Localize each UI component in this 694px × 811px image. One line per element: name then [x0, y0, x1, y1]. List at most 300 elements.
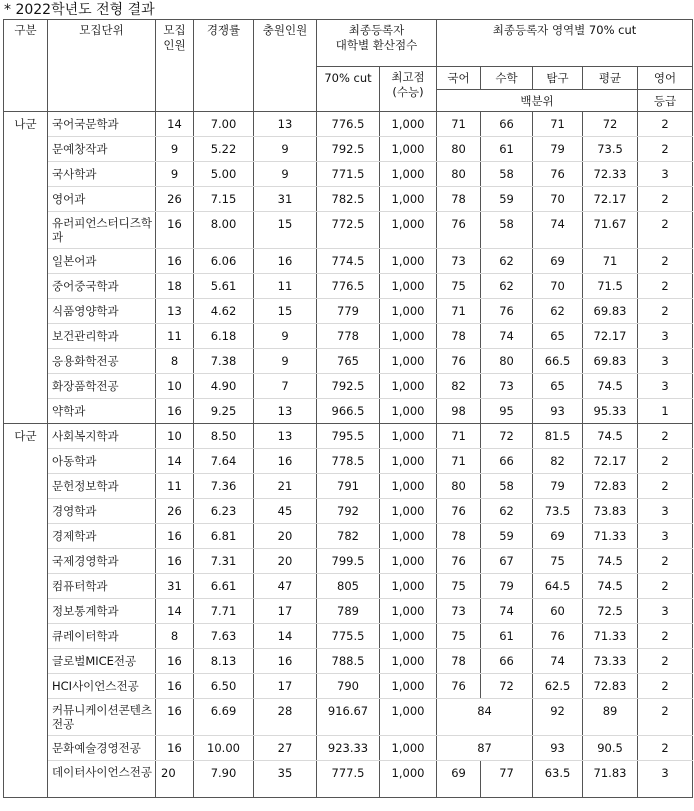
dept-cell: 국제경영학과: [48, 549, 156, 574]
dept-cell: 경영학과: [48, 499, 156, 524]
filled-cell: 13: [254, 424, 317, 449]
table-row: [4, 574, 693, 599]
max-score-cell: 1,000: [380, 274, 437, 299]
header-max-text: 최고점 (수능): [391, 70, 425, 99]
cut70-cell: 765: [317, 349, 380, 374]
max-score-cell: 1,000: [380, 674, 437, 699]
competition-cell: 9.25: [194, 399, 254, 424]
header-recruit: [156, 20, 194, 112]
korean-cell: 71: [437, 299, 481, 324]
cut70-cell: 776.5: [317, 274, 380, 299]
math-cell: 72: [481, 674, 533, 699]
english-cell: 3: [638, 324, 693, 349]
filled-cell: 13: [254, 399, 317, 424]
competition-cell: 6.23: [194, 499, 254, 524]
header-english: 영어: [638, 67, 693, 90]
cut70-cell: 788.5: [317, 649, 380, 674]
cut70-cell: 776.5: [317, 112, 380, 137]
max-score-cell: 1,000: [380, 699, 437, 736]
cut70-cell: 790: [317, 674, 380, 699]
average-cell: 73.83: [583, 499, 638, 524]
filled-cell: 7: [254, 374, 317, 399]
filled-cell: 14: [254, 624, 317, 649]
korean-cell: 71: [437, 424, 481, 449]
cut70-cell: 771.5: [317, 162, 380, 187]
cut70-cell: 805: [317, 574, 380, 599]
max-score-cell: 1,000: [380, 761, 437, 798]
math-cell: 66: [481, 112, 533, 137]
inquiry-cell: 81.5: [533, 424, 583, 449]
header-category: 구분: [4, 20, 48, 112]
inquiry-cell: 71: [533, 112, 583, 137]
filled-cell: 11: [254, 274, 317, 299]
header-recruit-text: 모집 인원: [163, 23, 186, 52]
recruit-cell: 16: [156, 524, 194, 549]
table-row: [4, 449, 693, 474]
competition-cell: 8.50: [194, 424, 254, 449]
max-score-cell: 1,000: [380, 137, 437, 162]
recruit-cell: 16: [156, 674, 194, 699]
recruit-cell: 8: [156, 624, 194, 649]
inquiry-cell: 65: [533, 374, 583, 399]
max-score-cell: 1,000: [380, 249, 437, 274]
kor-math-merged-cell: 84: [437, 699, 533, 736]
competition-cell: 6.69: [194, 699, 254, 736]
kor-math-merged-cell: 87: [437, 736, 533, 761]
max-score-cell: 1,000: [380, 449, 437, 474]
filled-cell: 16: [254, 249, 317, 274]
recruit-cell: 16: [156, 212, 194, 249]
cut70-cell: 792: [317, 499, 380, 524]
table-row: [4, 761, 693, 798]
average-cell: 72.17: [583, 449, 638, 474]
header-percentile: 백분위: [437, 90, 638, 112]
english-cell: 2: [638, 249, 693, 274]
math-cell: 67: [481, 549, 533, 574]
header-math: 수학: [481, 67, 533, 90]
recruit-cell: 18: [156, 274, 194, 299]
dept-cell: 경제학과: [48, 524, 156, 549]
filled-cell: 13: [254, 112, 317, 137]
table-row: [4, 674, 693, 699]
max-score-cell: 1,000: [380, 162, 437, 187]
inquiry-cell: 79: [533, 474, 583, 499]
recruit-cell: 14: [156, 449, 194, 474]
dept-cell: 데이터사이언스전공: [48, 761, 156, 798]
english-cell: 2: [638, 274, 693, 299]
competition-cell: 7.63: [194, 624, 254, 649]
recruit-cell: 26: [156, 187, 194, 212]
math-cell: 66: [481, 649, 533, 674]
max-score-cell: 1,000: [380, 399, 437, 424]
korean-cell: 75: [437, 624, 481, 649]
table-row: [4, 649, 693, 674]
competition-cell: 7.36: [194, 474, 254, 499]
math-cell: 80: [481, 349, 533, 374]
competition-cell: 7.15: [194, 187, 254, 212]
table-row: [4, 499, 693, 524]
header-final-group-text: 최종등록자 대학별 환산점수: [335, 23, 418, 52]
max-score-cell: 1,000: [380, 574, 437, 599]
recruit-cell: 11: [156, 324, 194, 349]
dept-cell: 아동학과: [48, 449, 156, 474]
english-cell: 2: [638, 212, 693, 249]
average-cell: 74.5: [583, 374, 638, 399]
filled-cell: 9: [254, 349, 317, 374]
competition-cell: 8.13: [194, 649, 254, 674]
korean-cell: 73: [437, 249, 481, 274]
english-cell: 2: [638, 674, 693, 699]
english-cell: 2: [638, 449, 693, 474]
average-cell: 74.5: [583, 574, 638, 599]
average-cell: 72.17: [583, 187, 638, 212]
average-cell: 90.5: [583, 736, 638, 761]
inquiry-cell: 82: [533, 449, 583, 474]
average-cell: 71.5: [583, 274, 638, 299]
filled-cell: 9: [254, 162, 317, 187]
header-grade: 등급: [638, 90, 693, 112]
recruit-cell: 10: [156, 424, 194, 449]
inquiry-cell: 62.5: [533, 674, 583, 699]
header-competition: 경쟁률: [194, 20, 254, 112]
competition-cell: 6.61: [194, 574, 254, 599]
filled-cell: 20: [254, 524, 317, 549]
cut70-cell: 775.5: [317, 624, 380, 649]
inquiry-cell: 65: [533, 324, 583, 349]
inquiry-cell: 93: [533, 736, 583, 761]
table-row: [4, 212, 693, 249]
table-row: [4, 112, 693, 137]
inquiry-cell: 70: [533, 187, 583, 212]
korean-cell: 76: [437, 349, 481, 374]
dept-cell: 국사학과: [48, 162, 156, 187]
math-cell: 62: [481, 249, 533, 274]
english-cell: 3: [638, 349, 693, 374]
recruit-cell: 16: [156, 649, 194, 674]
filled-cell: 45: [254, 499, 317, 524]
table-row: [4, 324, 693, 349]
average-cell: 71.67: [583, 212, 638, 249]
competition-cell: 10.00: [194, 736, 254, 761]
average-cell: 73.5: [583, 137, 638, 162]
math-cell: 66: [481, 449, 533, 474]
korean-cell: 80: [437, 137, 481, 162]
korean-cell: 71: [437, 449, 481, 474]
english-cell: 2: [638, 424, 693, 449]
recruit-cell: 16: [156, 699, 194, 736]
max-score-cell: 1,000: [380, 299, 437, 324]
competition-cell: 6.50: [194, 674, 254, 699]
competition-cell: 7.71: [194, 599, 254, 624]
korean-cell: 78: [437, 324, 481, 349]
header-average: 평균: [583, 67, 638, 90]
filled-cell: 21: [254, 474, 317, 499]
max-score-cell: 1,000: [380, 499, 437, 524]
average-cell: 72.33: [583, 162, 638, 187]
page-title: * 2022학년도 전형 결과: [4, 2, 155, 18]
english-cell: 2: [638, 112, 693, 137]
math-cell: 79: [481, 574, 533, 599]
korean-cell: 76: [437, 499, 481, 524]
max-score-cell: 1,000: [380, 474, 437, 499]
math-cell: 59: [481, 187, 533, 212]
competition-cell: 7.31: [194, 549, 254, 574]
filled-cell: 15: [254, 299, 317, 324]
english-cell: 2: [638, 574, 693, 599]
dept-cell: 문예창작과: [48, 137, 156, 162]
filled-cell: 17: [254, 599, 317, 624]
korean-cell: 80: [437, 474, 481, 499]
filled-cell: 20: [254, 549, 317, 574]
english-cell: 2: [638, 187, 693, 212]
filled-cell: 31: [254, 187, 317, 212]
inquiry-cell: 74: [533, 649, 583, 674]
dept-cell: 일본어과: [48, 249, 156, 274]
recruit-cell: 8: [156, 349, 194, 374]
recruit-cell: 16: [156, 249, 194, 274]
average-cell: 71.33: [583, 624, 638, 649]
recruit-cell: 11: [156, 474, 194, 499]
filled-cell: 9: [254, 137, 317, 162]
cut70-cell: 772.5: [317, 212, 380, 249]
inquiry-cell: 76: [533, 624, 583, 649]
dept-cell: 약학과: [48, 399, 156, 424]
math-cell: 58: [481, 212, 533, 249]
average-cell: 69.83: [583, 299, 638, 324]
cut70-cell: 782.5: [317, 187, 380, 212]
average-cell: 95.33: [583, 399, 638, 424]
korean-cell: 78: [437, 187, 481, 212]
math-cell: 61: [481, 624, 533, 649]
english-cell: 3: [638, 374, 693, 399]
korean-cell: 78: [437, 524, 481, 549]
inquiry-cell: 92: [533, 699, 583, 736]
inquiry-cell: 64.5: [533, 574, 583, 599]
english-cell: 3: [638, 599, 693, 624]
english-cell: 3: [638, 524, 693, 549]
table-row: [4, 399, 693, 424]
math-cell: 74: [481, 324, 533, 349]
admission-results-table: [3, 19, 693, 798]
filled-cell: 15: [254, 212, 317, 249]
recruit-cell: 9: [156, 137, 194, 162]
header-unit: 모집단위: [48, 20, 156, 112]
table-row: [4, 524, 693, 549]
filled-cell: 28: [254, 699, 317, 736]
math-cell: 95: [481, 399, 533, 424]
average-cell: 71: [583, 249, 638, 274]
filled-cell: 16: [254, 449, 317, 474]
inquiry-cell: 63.5: [533, 761, 583, 798]
cut70-cell: 779: [317, 299, 380, 324]
table-row: [4, 424, 693, 449]
filled-cell: 27: [254, 736, 317, 761]
header-max: [380, 67, 437, 112]
dept-cell: 커뮤니케이션콘텐츠전공: [48, 699, 156, 736]
table-body: [4, 112, 693, 798]
math-cell: 59: [481, 524, 533, 549]
header-area-group: 최종등록자 영역별 70% cut: [437, 20, 693, 67]
korean-cell: 76: [437, 212, 481, 249]
korean-cell: 75: [437, 274, 481, 299]
average-cell: 89: [583, 699, 638, 736]
competition-cell: 5.00: [194, 162, 254, 187]
korean-cell: 78: [437, 649, 481, 674]
dept-cell: 영어과: [48, 187, 156, 212]
table-row: [4, 299, 693, 324]
cut70-cell: 791: [317, 474, 380, 499]
recruit-cell: 10: [156, 374, 194, 399]
inquiry-cell: 60: [533, 599, 583, 624]
table-row: [4, 374, 693, 399]
recruit-cell: 9: [156, 162, 194, 187]
inquiry-cell: 79: [533, 137, 583, 162]
average-cell: 72: [583, 112, 638, 137]
math-cell: 76: [481, 299, 533, 324]
dept-cell: 문화예술경영전공: [48, 736, 156, 761]
english-cell: 2: [638, 649, 693, 674]
table-row: [4, 699, 693, 736]
competition-cell: 7.90: [194, 761, 254, 798]
inquiry-cell: 66.5: [533, 349, 583, 374]
table-row: [4, 249, 693, 274]
english-cell: 2: [638, 137, 693, 162]
table-row: [4, 599, 693, 624]
recruit-cell: 14: [156, 112, 194, 137]
competition-cell: 6.18: [194, 324, 254, 349]
korean-cell: 75: [437, 574, 481, 599]
inquiry-cell: 74: [533, 212, 583, 249]
cut70-cell: 966.5: [317, 399, 380, 424]
inquiry-cell: 62: [533, 299, 583, 324]
group-label: 나군: [4, 112, 48, 424]
inquiry-cell: 75: [533, 549, 583, 574]
dept-cell: 사회복지학과: [48, 424, 156, 449]
competition-cell: 6.06: [194, 249, 254, 274]
korean-cell: 69: [437, 761, 481, 798]
average-cell: 69.83: [583, 349, 638, 374]
math-cell: 62: [481, 499, 533, 524]
average-cell: 74.5: [583, 424, 638, 449]
table-row: [4, 274, 693, 299]
table-row: [4, 137, 693, 162]
recruit-cell: 20: [156, 761, 194, 798]
english-cell: 2: [638, 699, 693, 736]
inquiry-cell: 76: [533, 162, 583, 187]
dept-cell: 정보통계학과: [48, 599, 156, 624]
max-score-cell: 1,000: [380, 624, 437, 649]
recruit-cell: 16: [156, 549, 194, 574]
competition-cell: 4.90: [194, 374, 254, 399]
average-cell: 71.33: [583, 524, 638, 549]
filled-cell: 9: [254, 324, 317, 349]
dept-cell: 국어국문학과: [48, 112, 156, 137]
math-cell: 58: [481, 162, 533, 187]
math-cell: 61: [481, 137, 533, 162]
max-score-cell: 1,000: [380, 324, 437, 349]
competition-cell: 4.62: [194, 299, 254, 324]
korean-cell: 73: [437, 599, 481, 624]
table-row: [4, 187, 693, 212]
dept-cell: 화장품학전공: [48, 374, 156, 399]
cut70-cell: 778: [317, 324, 380, 349]
max-score-cell: 1,000: [380, 736, 437, 761]
math-cell: 74: [481, 599, 533, 624]
inquiry-cell: 69: [533, 524, 583, 549]
korean-cell: 98: [437, 399, 481, 424]
cut70-cell: 782: [317, 524, 380, 549]
math-cell: 62: [481, 274, 533, 299]
header-inquiry: 탐구: [533, 67, 583, 90]
inquiry-cell: 70: [533, 274, 583, 299]
competition-cell: 6.81: [194, 524, 254, 549]
english-cell: 2: [638, 299, 693, 324]
table-row: [4, 474, 693, 499]
korean-cell: 76: [437, 674, 481, 699]
inquiry-cell: 69: [533, 249, 583, 274]
average-cell: 74.5: [583, 549, 638, 574]
dept-cell: 응용화학전공: [48, 349, 156, 374]
table-row: [4, 736, 693, 761]
recruit-cell: 16: [156, 736, 194, 761]
recruit-cell: 31: [156, 574, 194, 599]
max-score-cell: 1,000: [380, 112, 437, 137]
average-cell: 72.83: [583, 674, 638, 699]
table-row: [4, 549, 693, 574]
average-cell: 72.83: [583, 474, 638, 499]
korean-cell: 71: [437, 112, 481, 137]
max-score-cell: 1,000: [380, 374, 437, 399]
header-cut70: 70% cut: [317, 67, 380, 112]
dept-cell: 보건관리학과: [48, 324, 156, 349]
group-label: 다군: [4, 424, 48, 798]
cut70-cell: 795.5: [317, 424, 380, 449]
competition-cell: 5.61: [194, 274, 254, 299]
competition-cell: 7.64: [194, 449, 254, 474]
cut70-cell: 792.5: [317, 137, 380, 162]
average-cell: 72.17: [583, 324, 638, 349]
header-final-group: [317, 20, 437, 67]
max-score-cell: 1,000: [380, 212, 437, 249]
cut70-cell: 778.5: [317, 449, 380, 474]
competition-cell: 5.22: [194, 137, 254, 162]
filled-cell: 35: [254, 761, 317, 798]
max-score-cell: 1,000: [380, 599, 437, 624]
dept-cell: 글로벌MICE전공: [48, 649, 156, 674]
dept-cell: 중어중국학과: [48, 274, 156, 299]
dept-cell: 유러피언스터디즈학과: [48, 212, 156, 249]
filled-cell: 16: [254, 649, 317, 674]
inquiry-cell: 73.5: [533, 499, 583, 524]
filled-cell: 47: [254, 574, 317, 599]
cut70-cell: 923.33: [317, 736, 380, 761]
cut70-cell: 774.5: [317, 249, 380, 274]
dept-cell: HCI사이언스전공: [48, 674, 156, 699]
english-cell: 2: [638, 736, 693, 761]
english-cell: 2: [638, 549, 693, 574]
max-score-cell: 1,000: [380, 424, 437, 449]
english-cell: 3: [638, 761, 693, 798]
recruit-cell: 14: [156, 599, 194, 624]
cut70-cell: 799.5: [317, 549, 380, 574]
header-korean: 국어: [437, 67, 481, 90]
cut70-cell: 789: [317, 599, 380, 624]
competition-cell: 7.00: [194, 112, 254, 137]
recruit-cell: 16: [156, 399, 194, 424]
korean-cell: 82: [437, 374, 481, 399]
english-cell: 3: [638, 499, 693, 524]
competition-cell: 7.38: [194, 349, 254, 374]
